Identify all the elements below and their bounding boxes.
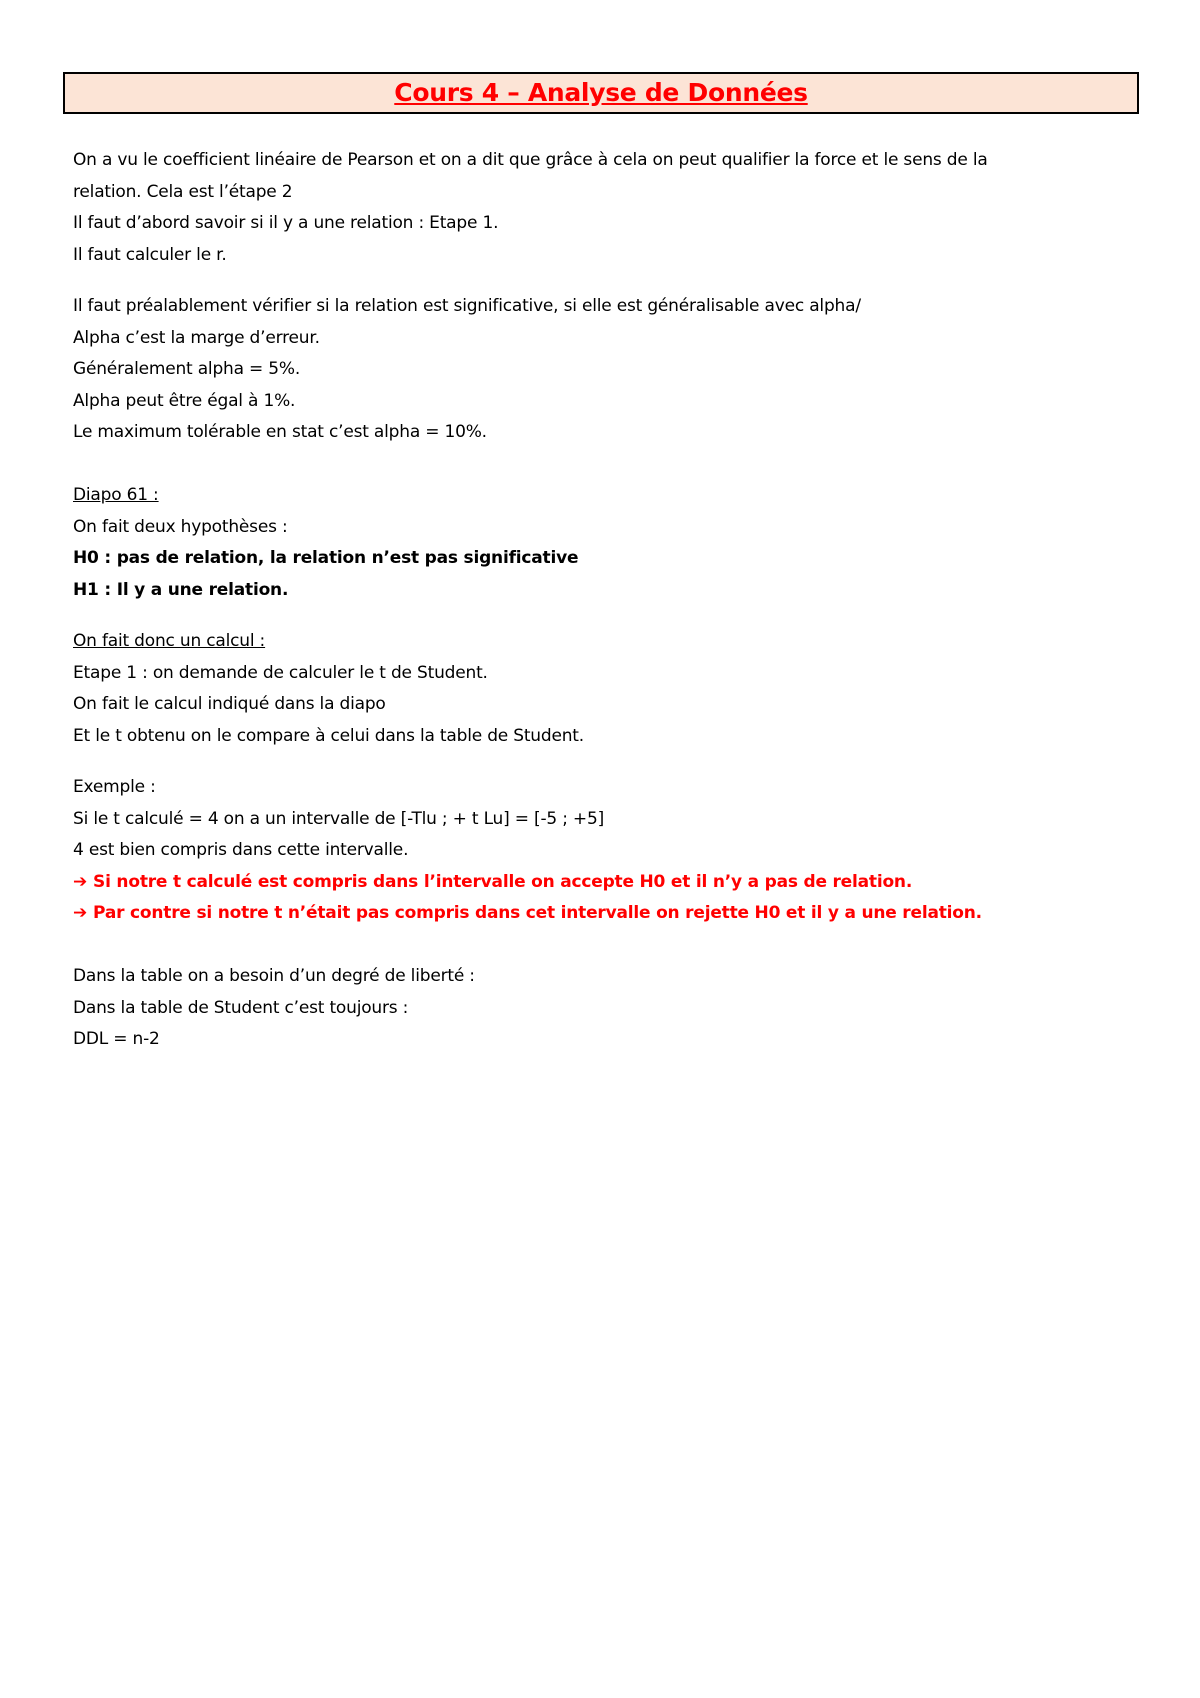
ddl-formula: DDL = n-2 (73, 1029, 160, 1049)
ddl-line-1: Dans la table on a besoin d’un degré de liberté : (73, 966, 475, 986)
hypothesis-h0: H0 : pas de relation, la relation n’est pas significative (73, 548, 579, 568)
paragraph-2-line-1: Il faut préalablement vérifier si la relation est significative, si elle est généralisable avec alpha/ (73, 296, 861, 316)
calcul-heading: On fait donc un calcul : (73, 631, 266, 651)
calcul-line-2: On fait le calcul indiqué dans la diapo (73, 694, 386, 714)
paragraph-1-line-4: Il faut calculer le r. (73, 244, 227, 265)
paragraph-2-line-3: Généralement alpha = 5%. (73, 359, 301, 379)
paragraph-1-line-1: On a vu le coefficient linéaire de Pearson et on a dit que grâce à cela on peut qualifier la force et le sens de la (73, 150, 988, 170)
exemple-line-1: Si le t calculé = 4 on a un intervalle de [-Tlu ; + t Lu] = [-5 ; +5] (73, 808, 605, 829)
conclusion-bullet-1 (73, 867, 1133, 899)
conclusion-bullet-2-text: Par contre si notre t n’était pas compris dans cet intervalle on rejette H0 et il y a une relation. (93, 903, 982, 923)
spacer (73, 606, 1133, 626)
spacer (73, 449, 1133, 481)
spacer (73, 930, 1133, 962)
arrow-right-icon: ➔ (73, 871, 88, 892)
conclusion-bullet-1-text: Si notre t calculé est compris dans l’intervalle on accepte H0 et il n’y a pas de relation. (93, 871, 913, 892)
calcul-line-3: Et le t obtenu on le compare à celui dans la table de Student. (73, 725, 584, 746)
exemple-line-2: 4 est bien compris dans cette intervalle. (73, 840, 409, 860)
diapo-line-1: On fait deux hypothèses : (73, 516, 288, 537)
spacer (73, 752, 1133, 772)
paragraph-2-line-2: Alpha c’est la marge d’erreur. (73, 327, 320, 348)
hypothesis-h1: H1 : Il y a une relation. (73, 579, 289, 600)
arrow-right-icon: ➔ (73, 903, 88, 923)
title-box (63, 72, 1139, 114)
document-title: Cours 4 – Analyse de Données (394, 78, 808, 107)
exemple-heading: Exemple : (73, 777, 156, 797)
paragraph-2-line-4: Alpha peut être égal à 1%. (73, 390, 296, 411)
ddl-line-2: Dans la table de Student c’est toujours : (73, 997, 409, 1018)
paragraph-2-line-5: Le maximum tolérable en stat c’est alpha = 10%. (73, 422, 487, 442)
paragraph-1-line-3: Il faut d’abord savoir si il y a une relation : Etape 1. (73, 213, 499, 233)
calcul-line-1: Etape 1 : on demande de calculer le t de Student. (73, 662, 488, 683)
conclusion-bullet-2 (73, 898, 1133, 930)
diapo-heading: Diapo 61 : (73, 485, 159, 505)
spacer (73, 271, 1133, 291)
document-body (73, 145, 1133, 1056)
paragraph-1-line-2: relation. Cela est l’étape 2 (73, 181, 293, 202)
